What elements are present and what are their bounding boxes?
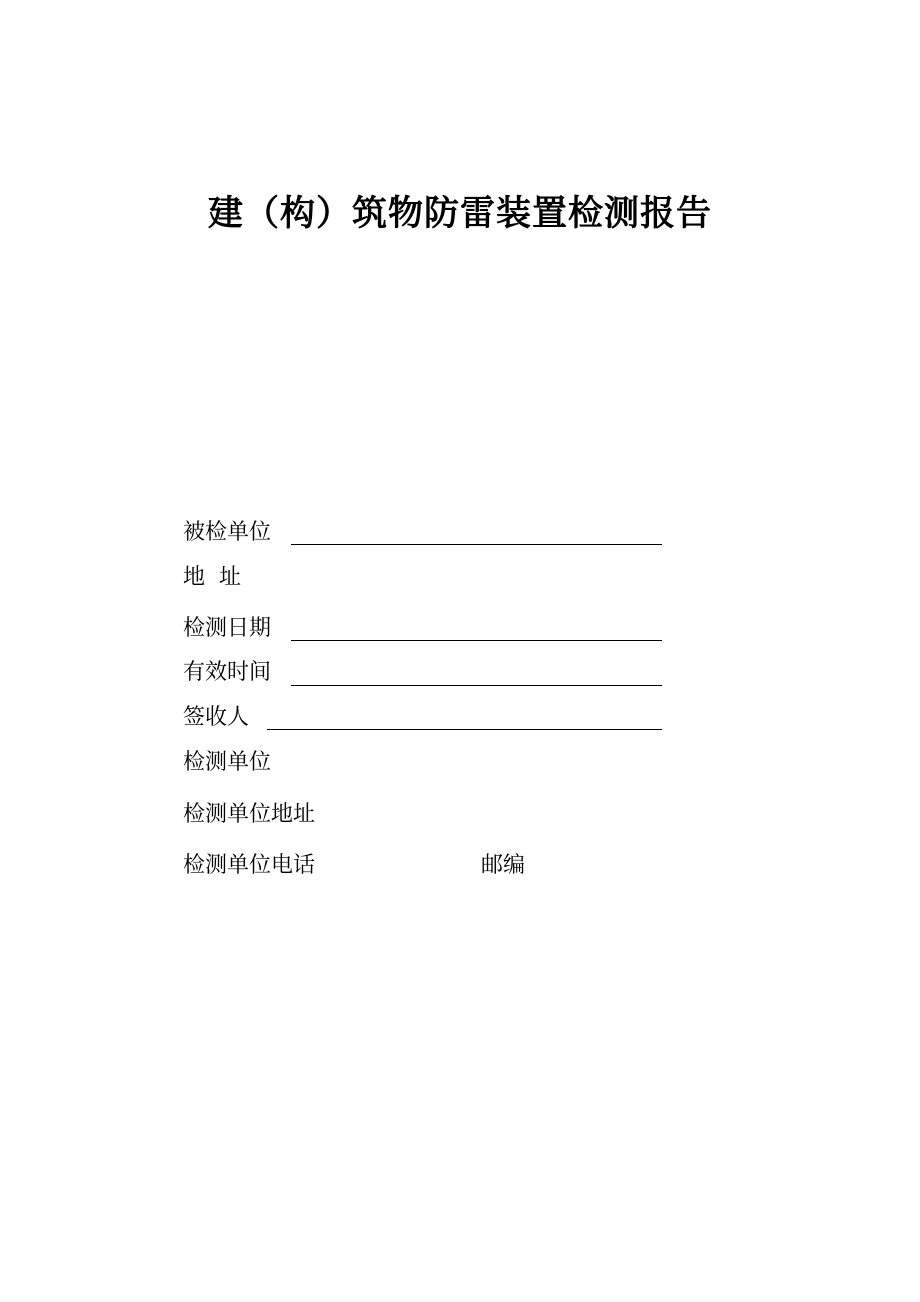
valid-time-blank-line xyxy=(291,685,662,686)
valid-time-row xyxy=(183,658,271,688)
inspected-unit-row xyxy=(183,518,271,548)
address-label: 地 址 xyxy=(183,565,241,590)
inspection-date-row xyxy=(183,614,271,644)
testing-unit-address-label: 检测单位地址 xyxy=(183,802,316,827)
page-title: 建（构）筑物防雷装置检测报告 xyxy=(207,194,712,234)
address-row xyxy=(183,563,241,593)
testing-unit-row xyxy=(183,748,271,778)
valid-time-label: 有效时间 xyxy=(183,660,272,685)
testing-unit-phone-label: 检测单位电话 xyxy=(183,853,316,878)
inspected-unit-blank-line xyxy=(291,544,662,545)
signee-label: 签收人 xyxy=(183,705,250,730)
testing-unit-address-row xyxy=(183,800,315,830)
signee-row xyxy=(183,703,249,733)
inspection-date-label: 检测日期 xyxy=(183,616,272,641)
signee-blank-line xyxy=(267,729,662,730)
inspected-unit-label: 被检单位 xyxy=(183,520,272,545)
testing-unit-label: 检测单位 xyxy=(183,750,272,775)
postcode-label: 邮编 xyxy=(481,853,526,878)
inspection-date-blank-line xyxy=(291,640,662,641)
testing-unit-phone-row xyxy=(183,851,583,881)
